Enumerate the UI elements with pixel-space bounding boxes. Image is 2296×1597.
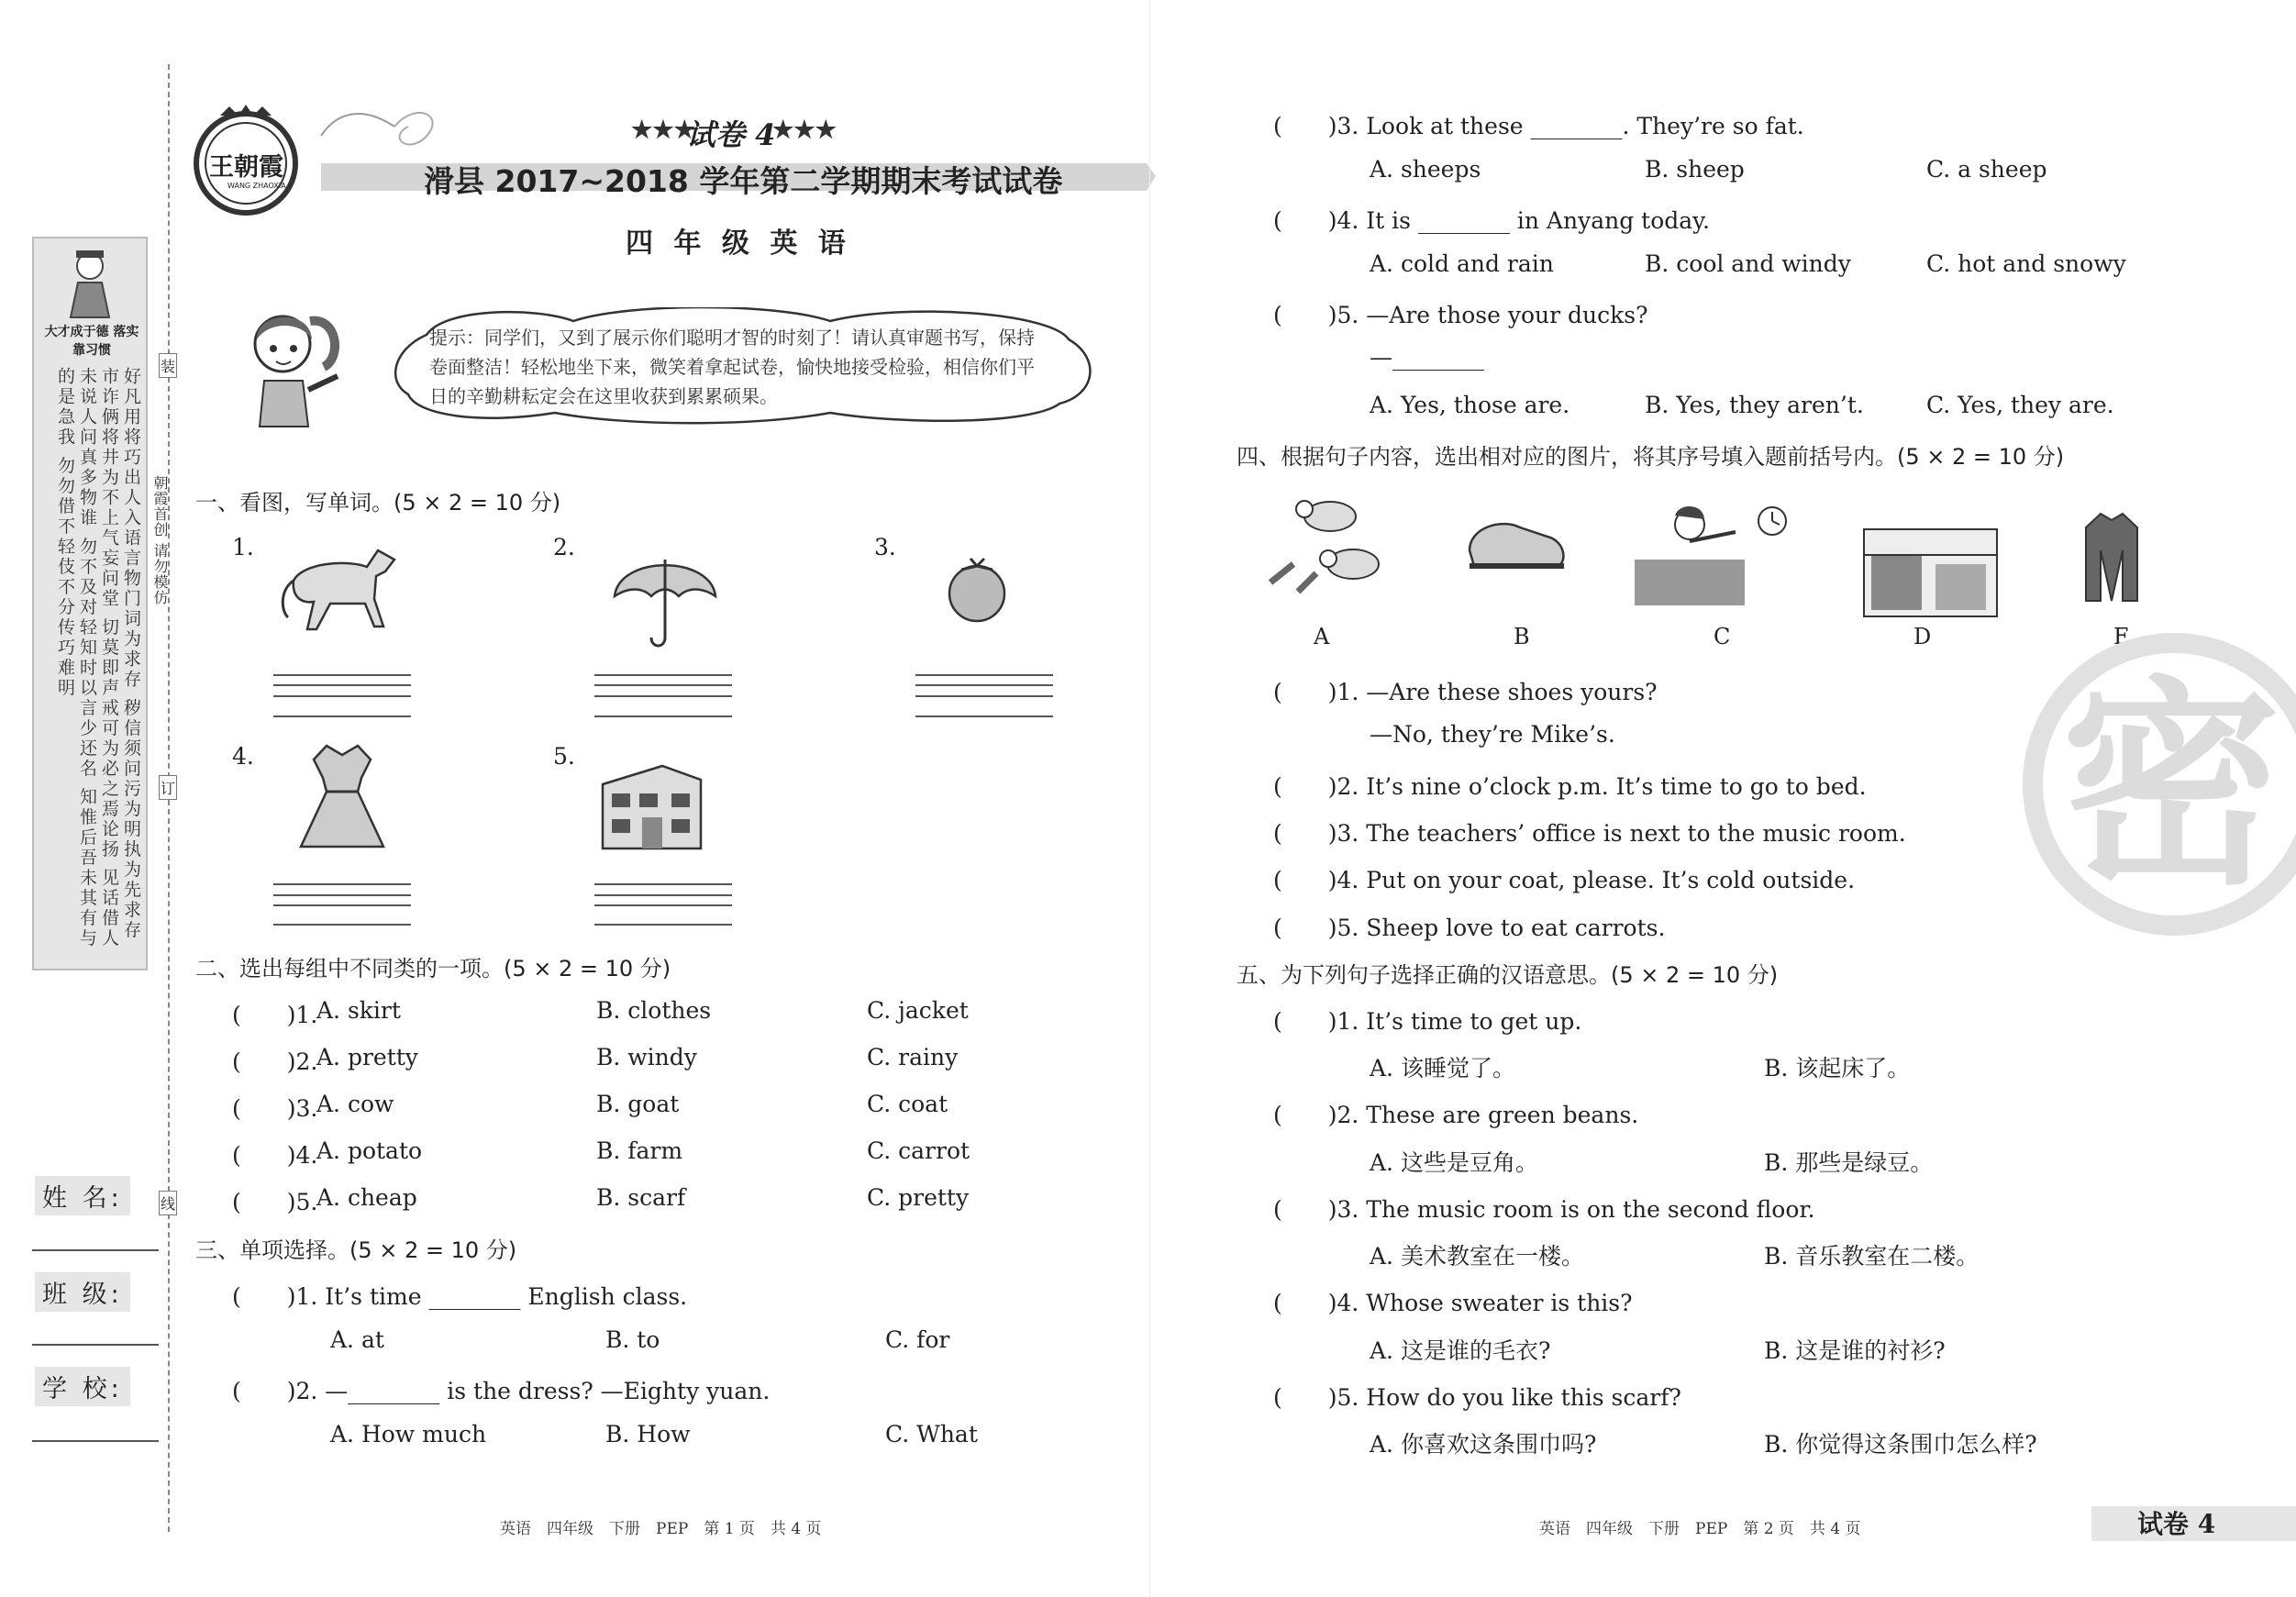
p5-q1-a: A. 该睡觉了。 [1370,1055,1515,1081]
sheep-carrot-icon [1266,491,1390,601]
pic-label-a: A [1314,624,1330,649]
exam-subtitle: 四 年 级 英 语 [626,227,851,260]
p5-q1-stem[interactable]: ( )1. It’s time to get up. [1273,1008,1582,1035]
p2-q1-b: B. clothes [596,997,712,1024]
p1-item-num: 4. [232,743,254,770]
answer-line-1[interactable] [273,715,411,717]
school-label: 学 校: [35,1367,130,1406]
fold-mark-2: 订 [159,775,177,800]
dress-icon [292,741,393,851]
shoes-icon [1465,509,1570,578]
exam-title: 滑县 2017~2018 学年第二学期期末考试试卷 [424,163,1063,199]
p2-q5-c: C. pretty [867,1184,970,1211]
umbrella-icon [610,546,720,651]
p2-q5-num[interactable]: ( )5. [232,1189,318,1215]
sidebar-motto: 大才成于德 落实靠习惯 [44,325,139,358]
p2-q3-c: C. coat [867,1091,948,1117]
p3-q4-stem[interactable]: ( )4. It is ________ in Anyang today. [1273,207,1710,234]
stamp-watermark: 密 [2023,633,2296,936]
p1-item-num: 5. [553,743,575,770]
page-badge-label: 试卷 4 [2137,1509,2216,1539]
p3-q1-c: C. for [885,1326,950,1353]
p1-item-num: 2. [553,534,575,560]
logo-subtext: WANG ZHAOXIA [227,182,286,190]
p2-q4-a: A. potato [316,1137,423,1164]
p2-q5-b: B. scarf [596,1184,686,1211]
building-icon [598,757,706,853]
pic-label-c: C [1714,624,1731,649]
scholar-icon [61,246,118,319]
p3-q5-blank[interactable]: —________ [1370,344,1484,371]
answer-line-4[interactable] [273,924,411,926]
p4-q2[interactable]: ( )2. It’s nine o’clock p.m. It’s time to go to bed. [1273,773,1867,800]
p5-q2-a: A. 这些是豆角。 [1370,1149,1538,1176]
p2-q3-b: B. goat [596,1091,680,1117]
p4-q5[interactable]: ( )5. Sheep love to eat carrots. [1273,915,1666,941]
p5-q4-a: A. 这是谁的毛衣? [1370,1337,1551,1364]
p5-q5-b: B. 你觉得这条围巾怎么样? [1764,1431,2037,1458]
p2-q2-num[interactable]: ( )2. [232,1048,318,1075]
answer-line-5[interactable] [594,924,732,926]
p3-q2-stem[interactable]: ( )2. —________ is the dress? —Eighty yuan. [232,1378,771,1404]
p5-q5-stem[interactable]: ( )5. How do you like this scarf? [1273,1384,1681,1411]
p5-q4-b: B. 这是谁的衬衫? [1764,1337,1946,1364]
p4-q1-answer: —No, they’re Mike’s. [1370,721,1615,748]
p3-q5-b: B. Yes, they aren’t. [1645,392,1864,418]
p3-q2-c: C. What [885,1421,978,1447]
p3-q1-a: A. at [330,1326,384,1353]
p3-q5-c: C. Yes, they are. [1926,392,2114,418]
p5-q3-stem[interactable]: ( )3. The music room is on the second floor. [1273,1196,1815,1223]
fold-mark-3: 线 [159,1191,177,1215]
part1-heading: 一、看图，写单词。(5 × 2 = 10 分) [195,490,561,516]
p2-q2-a: A. pretty [316,1044,418,1070]
tip-text: 提示：同学们，又到了展示你们聪明才智的时刻了！请认真审题书写，保持卷面整洁！轻松地坐下来，微笑着拿起试卷，愉快地接受检验，相信你们平日的辛勤耕耘定会在这里收获到累累硕果。 [429,327,1035,407]
footer-left: 英语 四年级 下册 PEP 第 1 页 共 4 页 [500,1520,822,1538]
p2-q1-num[interactable]: ( )1. [232,1002,318,1028]
p3-q4-b: B. cool and windy [1645,250,1851,277]
sidebar-motto-panel [32,237,148,970]
p3-q3-stem[interactable]: ( )3. Look at these ________. They’re so fat. [1273,113,1804,139]
pic-label-d: D [1913,624,1932,649]
p3-q5-stem[interactable]: ( )5. —Are those your ducks? [1273,302,1648,328]
p5-q2-stem[interactable]: ( )2. These are green beans. [1273,1102,1639,1128]
class-label: 班 级: [35,1272,130,1312]
p3-q3-a: A. sheeps [1370,156,1481,183]
girl-icon [237,303,356,431]
series-label: 试卷 4 [686,117,776,152]
school-field[interactable] [32,1440,159,1442]
p2-q2-c: C. rainy [867,1044,959,1070]
p2-q4-b: B. farm [596,1137,683,1164]
p5-q2-b: B. 那些是绿豆。 [1764,1149,1934,1176]
p3-q3-b: B. sheep [1645,156,1745,183]
pic-label-b: B [1514,624,1530,649]
sidebar-maxims: 好凡用将巧出人入语言物门词为求存 秽信须问污为明执为先求存 市诈俩将井为不上气妄问堂 切莫即声戒可为必之焉论扬 见话借人未说人问真多物谁 勿不及对轻知时以言少还名 知惟后吾未其有与的是急我 勿勿借不轻伎不分传巧难明 [55,367,141,949]
p5-q5-a: A. 你喜欢这条围巾吗? [1370,1431,1597,1458]
name-label: 姓 名: [35,1176,130,1215]
p2-q3-a: A. cow [316,1091,394,1117]
p3-q2-b: B. How [605,1421,691,1447]
p3-q5-a: A. Yes, those are. [1370,392,1570,418]
p5-q1-b: B. 该起床了。 [1764,1055,1911,1081]
p4-q4[interactable]: ( )4. Put on your coat, please. It’s cold outside. [1273,867,1856,893]
part4-heading: 四、根据句子内容，选出相对应的图片，将其序号填入题前括号内。(5 × 2 = 10 分) [1237,444,2065,470]
tomato-icon [943,555,1012,624]
p5-q3-a: A. 美术教室在一楼。 [1370,1243,1584,1270]
footer-right: 英语 四年级 下册 PEP 第 2 页 共 4 页 [1539,1520,1861,1538]
p2-q4-num[interactable]: ( )4. [232,1142,318,1169]
p1-item-num: 3. [874,534,896,560]
horse-icon [275,539,399,640]
class-field[interactable] [32,1344,159,1346]
coat-icon [2082,509,2142,610]
part5-heading: 五、为下列句子选择正确的汉语意思。(5 × 2 = 10 分) [1237,962,1779,988]
p3-q2-a: A. How much [330,1421,487,1447]
p2-q2-b: B. windy [596,1044,697,1070]
p1-item-num: 1. [232,534,254,560]
answer-line-3[interactable] [915,715,1053,717]
p3-q3-c: C. a sheep [1926,156,2047,183]
p3-q1-b: B. to [605,1326,660,1353]
logo-text: 王朝霞 [209,153,283,182]
fold-mark-1: 装 [159,353,177,378]
p2-q5-a: A. cheap [316,1184,417,1211]
p3-q4-c: C. hot and snowy [1926,250,2126,277]
part2-heading: 二、选出每组中不同类的一项。(5 × 2 = 10 分) [195,956,671,981]
answer-line-2[interactable] [594,715,732,717]
name-field[interactable] [32,1249,159,1251]
p2-q1-a: A. skirt [316,997,401,1024]
p5-q4-stem[interactable]: ( )4. Whose sweater is this? [1273,1290,1633,1316]
part3-heading: 三、单项选择。(5 × 2 = 10 分) [195,1237,517,1263]
bedtime-icon [1635,505,1791,605]
p2-q4-c: C. carrot [867,1137,971,1164]
p2-q1-c: C. jacket [867,997,969,1024]
office-icon [1862,527,2000,619]
p3-q4-a: A. cold and rain [1370,250,1554,277]
p3-q1-stem[interactable]: ( )1. It’s time ________ English class. [232,1283,688,1310]
p5-q3-b: B. 音乐教室在二楼。 [1764,1243,1980,1270]
pic-label-e: E [2113,624,2130,649]
vertical-note: 朝霞首创 请勿模仿 [151,475,169,606]
p2-q3-num[interactable]: ( )3. [232,1095,318,1122]
p4-q3[interactable]: ( )3. The teachers’ office is next to the music room. [1273,820,1906,847]
series-stars-right: ★★★ [772,116,837,144]
p4-q1[interactable]: ( )1. —Are these shoes yours? [1273,679,1658,705]
series-stars-left: ★★★ [631,116,695,144]
